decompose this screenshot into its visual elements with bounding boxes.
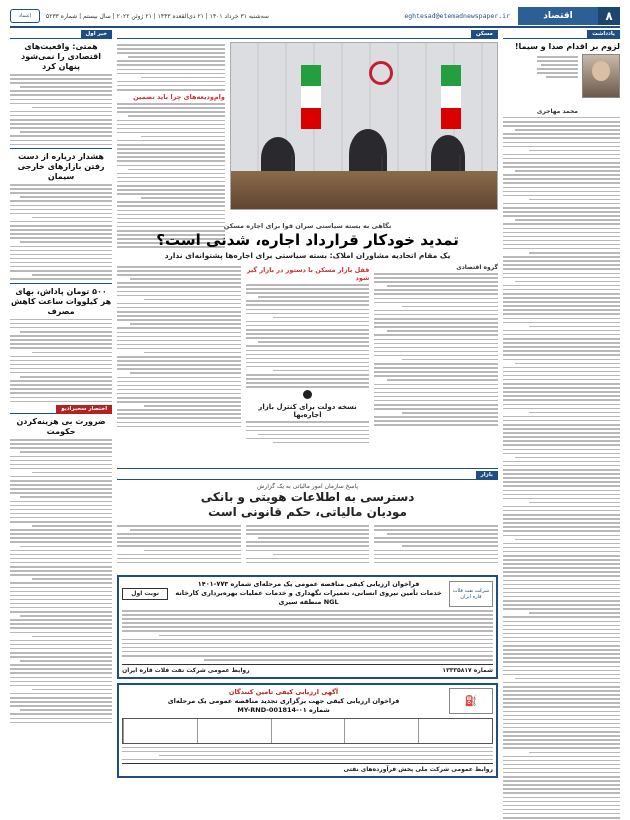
housing-tag: مسکن — [117, 30, 498, 39]
tax-headline-1: دسترسی به اطلاعات هویتی و بانکی — [200, 490, 415, 504]
ad1-footer: روابط عمومی شرکت نفت فلات قاره ایران — [122, 666, 250, 674]
ad1-number: شماره ۱۳۳۳۵۸۱۷ — [442, 666, 493, 674]
brief-3: ۵۰۰ تومان پاداش، بهای هر کیلووات ساعت کاهش مصرف — [10, 286, 112, 316]
author-photo — [582, 54, 620, 98]
opinion-tag: یادداشت — [503, 30, 620, 39]
side-kicker: وام‌ودیعه‌های چرا باید تضمین — [133, 93, 225, 102]
tender-ad-2 — [117, 683, 498, 779]
ad2-reference: شماره ۰۱-MY-RND-001814 — [237, 705, 330, 714]
brief-4: ضرورت بی هزینه‌کردن حکومت — [16, 417, 106, 437]
masthead — [10, 6, 620, 28]
brief-2: هشدار دریاره از دست رفتن بازارهای خارجی سیمان — [17, 152, 105, 182]
story-quote: قفل بازار مسکن با دستور در بازار گیر شود — [246, 266, 370, 282]
ad2-footer: روابط عمومی شرکت ملی پخش فرآورده‌های نفتی — [343, 766, 493, 774]
tax-story: بازار پاسخ سازمان امور مالیاتی به یک گزارش دسترسی به اطلاعات هویتی و بانکی مودیان مالیاتی، حکم قانونی است — [117, 468, 498, 571]
section-title: اقتصاد — [518, 7, 598, 25]
section-email: eghtesad@etemadnewspaper.ir — [404, 12, 510, 20]
main-headline: تمدید خودکار قرارداد اجاره، شدنی است؟ — [156, 231, 459, 249]
opinion-author: محمد مهاجری — [536, 107, 578, 115]
page-number: ۸ — [598, 7, 620, 25]
opinion-body — [503, 117, 620, 820]
meeting-photo — [230, 42, 498, 210]
emblem-icon — [369, 61, 393, 85]
callout-title: نسخه دولت برای کنترل بازار اجاره‌بها — [258, 403, 357, 420]
ad1-title: فراخوان ارزیابی کیفی مناقصه عمومی یک مرحله‌ای شماره ۷۷۳-۱۴۰۱ — [197, 580, 420, 588]
tender-ad-1 — [117, 575, 498, 679]
brief-1: همتی: واقعیت‌های اقتصادی را نمی‌شود پنهان کرد — [21, 42, 102, 71]
newspaper-logo: اعتماد — [10, 9, 40, 23]
company-logo: شرکت نفت فلات قاره ایران — [449, 581, 493, 607]
tax-kicker: پاسخ سازمان امور مالیاتی به یک گزارش — [257, 483, 359, 490]
main-subhead: یک مقام اتحادیه مشاوران املاک: بسته سیاستی برای اجاره‌ها پشتوانه‌ای ندارد — [164, 251, 451, 260]
iran-flag-icon — [441, 65, 461, 129]
opinion-title: لزوم بر اقدام صدا و سیما! — [514, 42, 620, 51]
company-logo: ⛽ — [449, 688, 493, 714]
briefs-column — [10, 30, 112, 820]
story-body-col-2 — [246, 284, 370, 388]
desk — [231, 171, 497, 209]
story-body-col-3 — [117, 266, 241, 427]
iran-flag-icon — [301, 65, 321, 129]
opinion-column — [503, 30, 620, 820]
opinion-tag-2: اختصار سحبرادیو — [10, 405, 112, 414]
main-column — [117, 30, 498, 820]
tax-headline-2: مودیان مالیاتی، حکم قانونی است — [208, 505, 407, 519]
ad1-subtitle: خدمات تأمین نیروی انسانی، تعمیرات نگهداری و خدمات عملیات بهره‌برداری کارخانه NGL منطقه سیری — [175, 589, 442, 606]
date-line: سه‌شنبه ۳۱ خرداد ۱۴۰۱ | ۲۱ ذی‌القعده ۱۴۴۳ | ۲۱ ژوئن ۲۰۲۲ | سال بیستم | شماره ۵۲۳۳ — [46, 12, 269, 20]
ad1-notice: نوبت اول — [122, 588, 168, 600]
story-body-col-1 — [374, 273, 498, 426]
photo-caption: نگاهی به بسته سیاستی سران قوا برای اجاره مسکن — [223, 222, 392, 230]
ad2-title: فراخوان ارزیابی کیفی جهت برگزاری تجدید مناقصه عمومی یک مرحله‌ای — [167, 696, 400, 705]
side-story-body — [117, 44, 225, 91]
byline: گروه اقتصادی — [456, 264, 498, 271]
bullet-icon — [303, 390, 312, 399]
ad2-table — [122, 718, 493, 744]
ad2-banner: آگهی ارزیابی کیفی تامین کنندگان — [228, 687, 339, 696]
briefs-tag: خبر اول — [10, 30, 112, 39]
